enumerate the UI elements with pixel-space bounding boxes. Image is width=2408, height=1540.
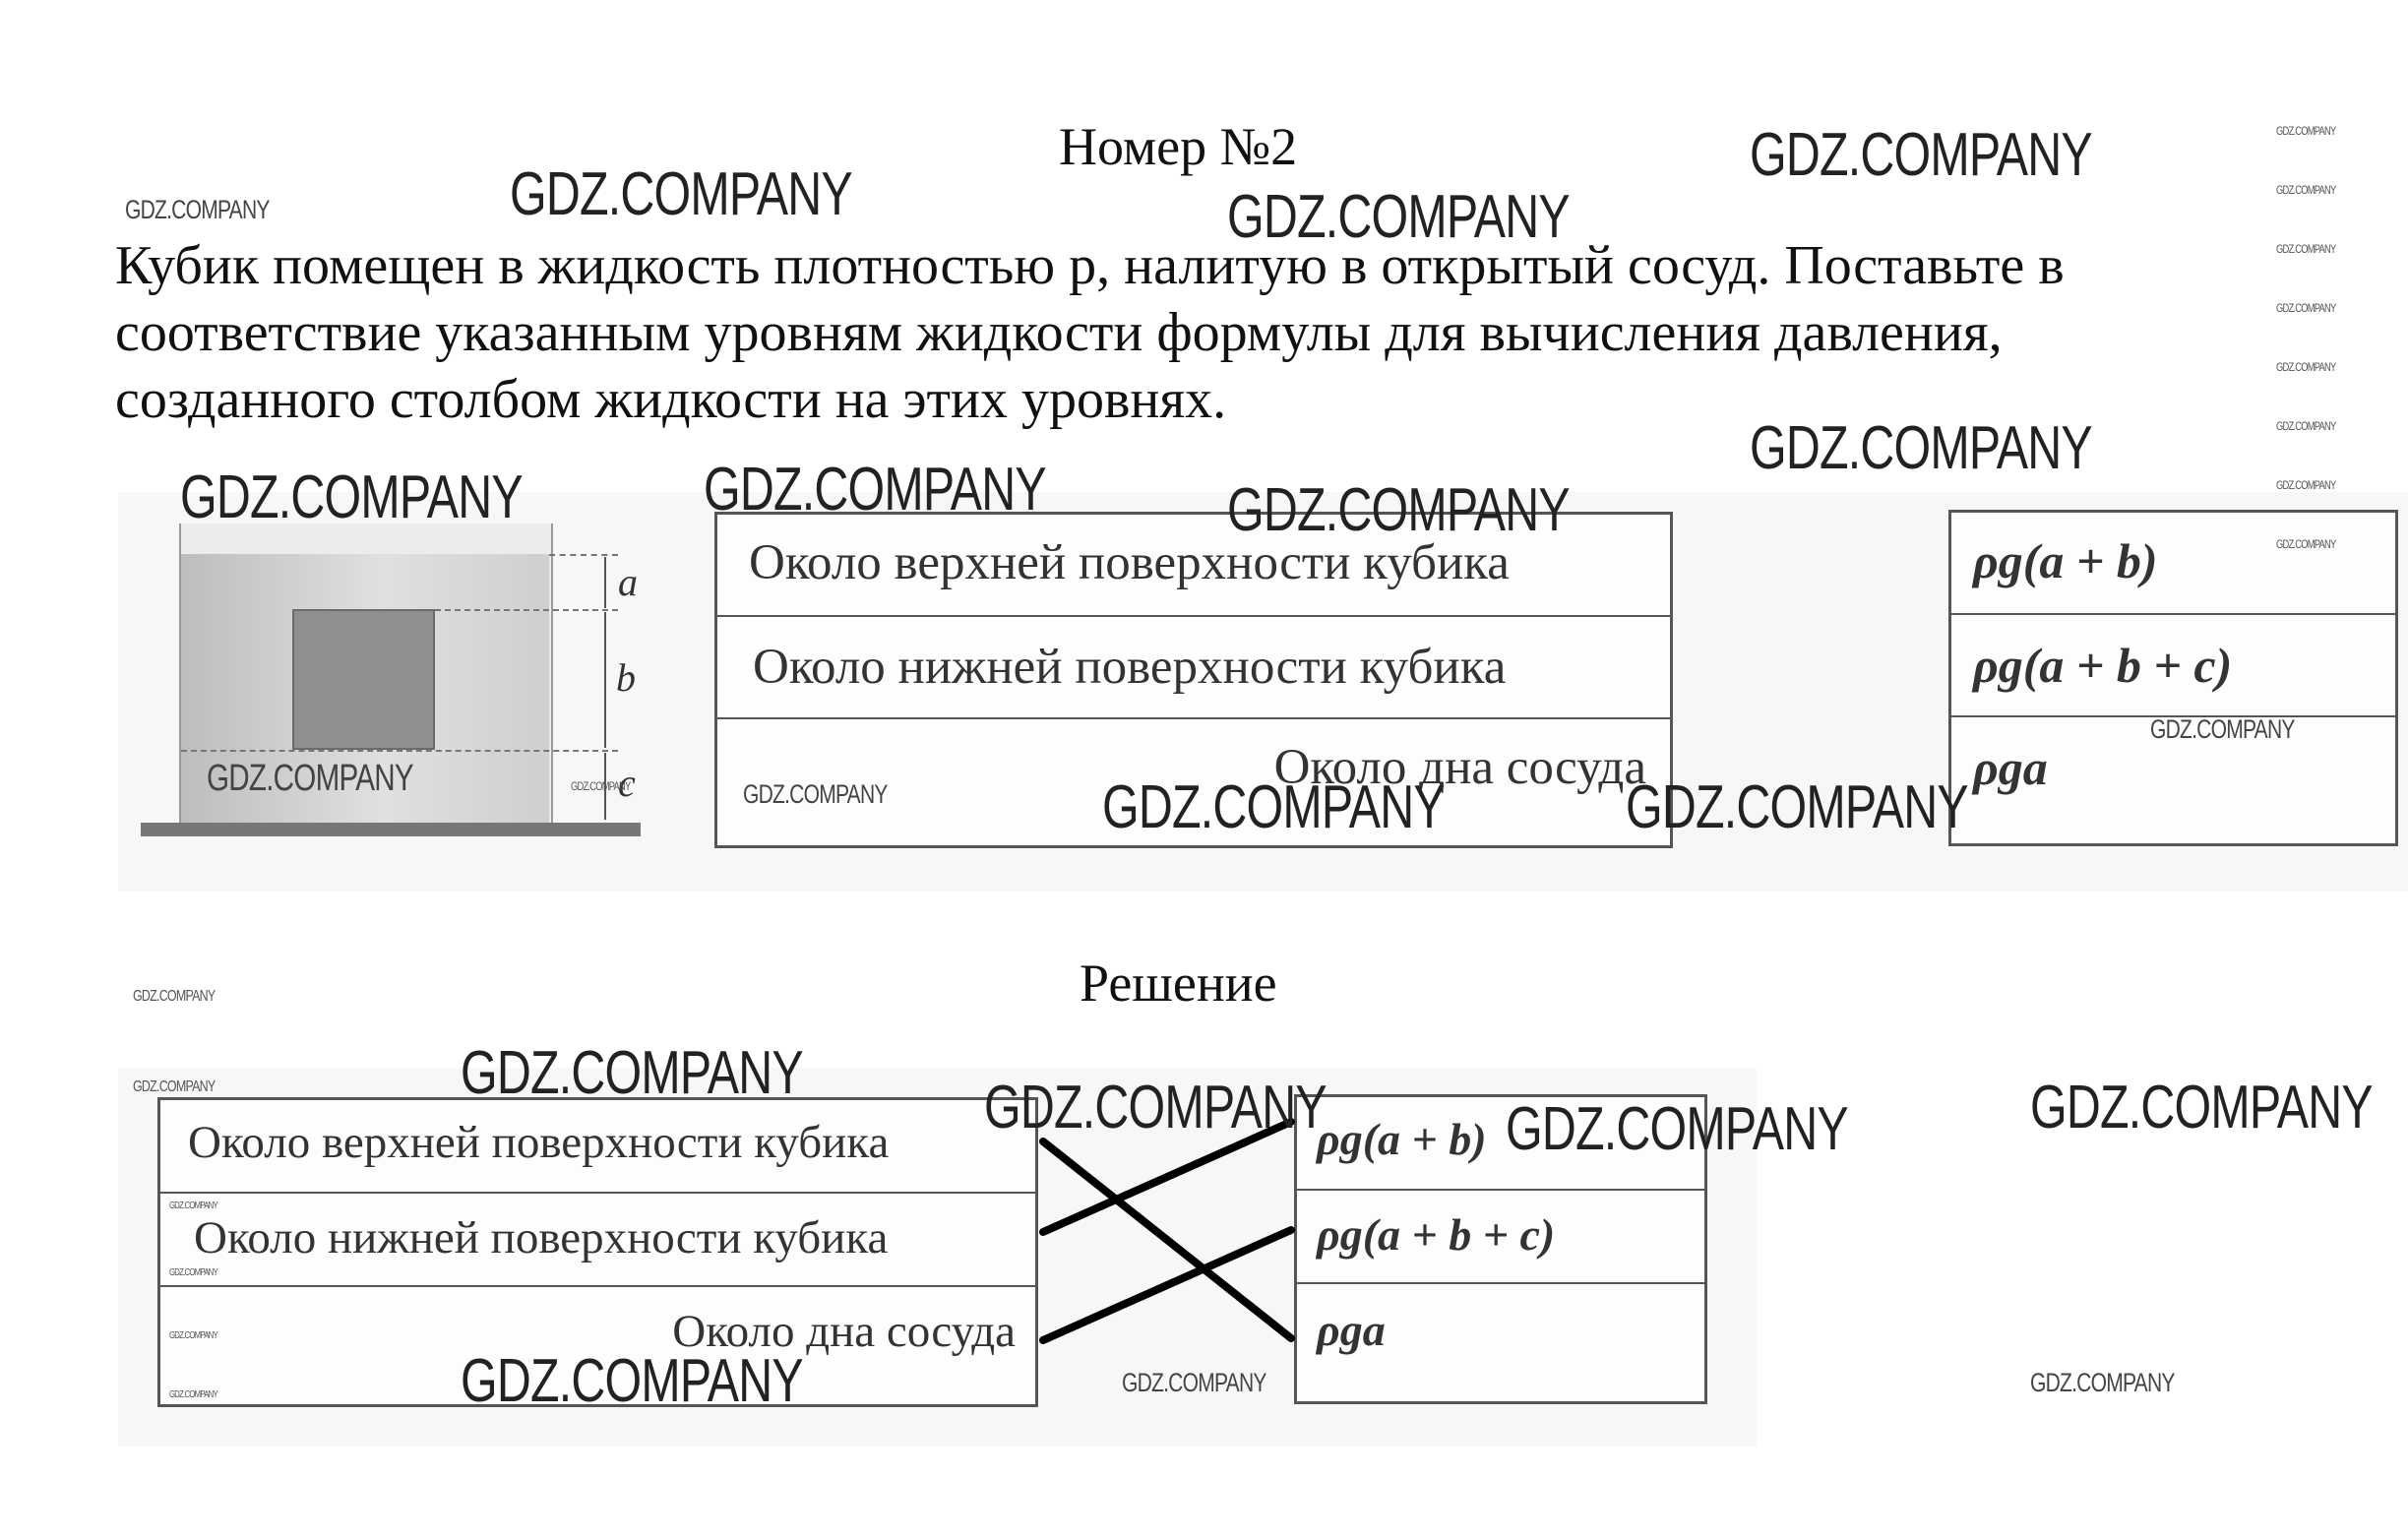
watermark: GDZ.COMPANY — [169, 1330, 217, 1341]
watermark: GDZ.COMPANY — [1102, 773, 1445, 841]
formula-text: ρga — [1317, 1305, 1386, 1355]
level-text: Около верхней поверхности кубика — [188, 1117, 890, 1168]
formula-text: ρg(a + b + c) — [1317, 1209, 1556, 1260]
watermark: GDZ.COMPANY — [1626, 773, 1968, 841]
watermark: GDZ.COMPANY — [704, 456, 1046, 524]
watermark: GDZ.COMPANY — [169, 1201, 217, 1211]
label-a: a — [618, 560, 638, 604]
problem-line: созданного столбом жидкости на этих уровнях. — [115, 369, 1227, 430]
watermark: GDZ.COMPANY — [2276, 419, 2336, 433]
solution-heading: Решение — [1080, 954, 1277, 1013]
watermark: GDZ.COMPANY — [984, 1074, 1327, 1141]
watermark: GDZ.COMPANY — [571, 779, 631, 793]
match-line — [1043, 1230, 1291, 1340]
problem-line: соответствие указанным уровням жидкости формулы для вычисления давления, — [115, 302, 2003, 363]
watermark: GDZ.COMPANY — [2276, 301, 2336, 315]
watermark: GDZ.COMPANY — [2030, 1368, 2175, 1397]
watermark: GDZ.COMPANY — [125, 195, 270, 224]
watermark: GDZ.COMPANY — [169, 1267, 217, 1278]
watermark: GDZ.COMPANY — [2276, 183, 2336, 197]
watermark: GDZ.COMPANY — [133, 1078, 216, 1095]
watermark: GDZ.COMPANY — [207, 758, 413, 799]
watermark: GDZ.COMPANY — [2276, 360, 2336, 374]
watermark: GDZ.COMPANY — [2276, 124, 2336, 138]
label-c: c — [618, 761, 636, 805]
watermark: GDZ.COMPANY — [133, 988, 216, 1005]
watermark: GDZ.COMPANY — [180, 463, 523, 531]
formula-text: ρg(a + b + c) — [1973, 638, 2233, 693]
watermark: GDZ.COMPANY — [2276, 537, 2336, 551]
level-text: Около дна сосуда — [672, 1306, 1016, 1357]
watermark: GDZ.COMPANY — [1750, 414, 2092, 482]
watermark: GDZ.COMPANY — [1750, 121, 2092, 189]
match-line — [1043, 1141, 1291, 1338]
level-text: Около нижней поверхности кубика — [753, 640, 1507, 695]
watermark: GDZ.COMPANY — [1227, 476, 1570, 544]
formula-text: ρga — [1973, 740, 2048, 795]
watermark: GDZ.COMPANY — [1506, 1095, 1848, 1163]
formula-text: ρg(a + b) — [1973, 533, 2158, 588]
problem-line: Кубик помещен в жидкость плотностью р, налитую в открытый сосуд. Поставьте в — [115, 235, 2065, 296]
level-text: Около верхней поверхности кубика — [749, 535, 1510, 590]
watermark: GDZ.COMPANY — [2276, 478, 2336, 492]
watermark: GDZ.COMPANY — [1227, 183, 1570, 251]
label-b: b — [616, 655, 636, 700]
formula-text: ρg(a + b) — [1317, 1114, 1487, 1164]
watermark: GDZ.COMPANY — [743, 779, 888, 809]
watermark: GDZ.COMPANY — [2276, 242, 2336, 256]
problem-number-heading: Номер №2 — [1059, 117, 1298, 176]
watermark: GDZ.COMPANY — [510, 160, 852, 228]
watermark: GDZ.COMPANY — [461, 1039, 803, 1107]
level-text: Около дна сосуда — [1273, 740, 1646, 795]
watermark: GDZ.COMPANY — [2150, 714, 2295, 744]
watermark: GDZ.COMPANY — [1122, 1368, 1266, 1397]
watermark: GDZ.COMPANY — [2030, 1074, 2373, 1141]
watermark: GDZ.COMPANY — [461, 1347, 803, 1415]
watermark: GDZ.COMPANY — [169, 1389, 217, 1400]
level-text: Около нижней поверхности кубика — [194, 1212, 889, 1263]
